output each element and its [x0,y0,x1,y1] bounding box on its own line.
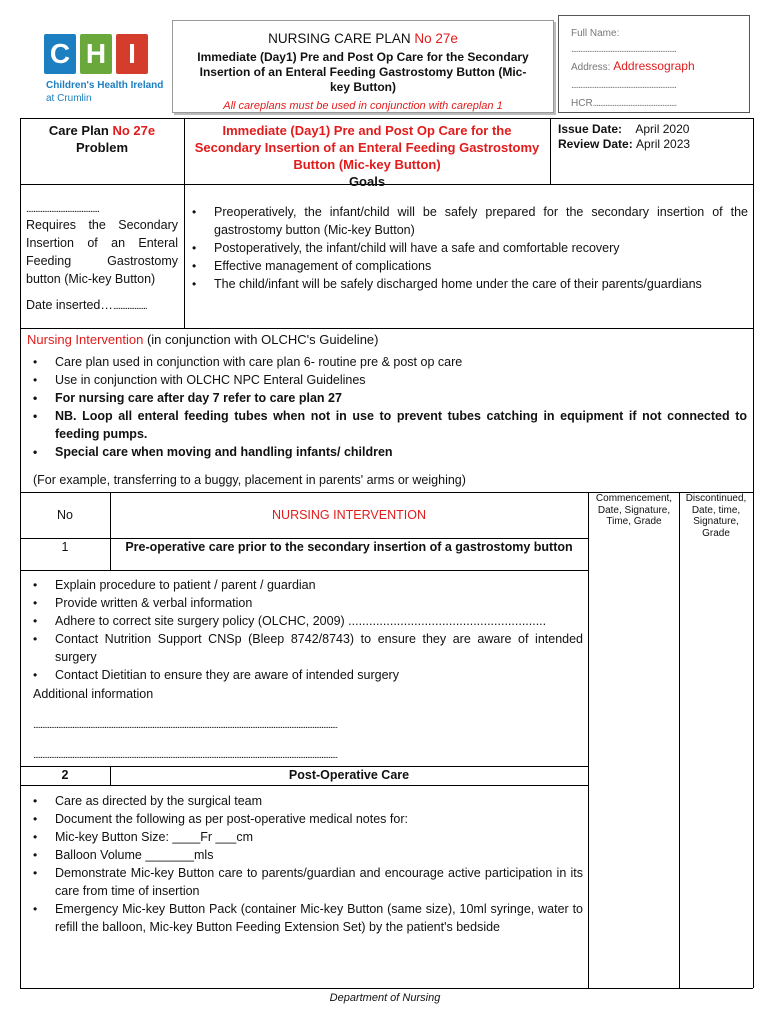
section-2-item: • Document the following as per post-operative medical notes for: [27,810,583,828]
col-intervention-header: NURSING INTERVENTION [272,508,426,522]
col-commencement-header: Commencement, Date, Signature, Time, Grade [595,493,673,527]
section-2-item: • Balloon Volume _______mls [27,846,583,864]
section-1-item: • Contact Nutrition Support CNSp (Bleep 8742/8743) to ensure they are aware of intended surgery [27,630,583,666]
section-2-title: Post-Operative Care [288,768,410,782]
logo-block-h: H [80,34,112,74]
patient-details-box [558,15,750,113]
hcr-field[interactable]: HCR............................................... [571,98,677,109]
header-title-box [172,20,554,113]
section-2-item: • Care as directed by the surgical team [27,792,583,810]
example-note: (For example, transferring to a buggy, placement in parents' arms or weighing) [33,473,466,487]
full-name-label: Full Name: [571,28,620,39]
goal-item: • The child/infant will be safely discharged home under the care of their parents/guardians [186,275,748,293]
intro-item-bold: • Special care when moving and handling infants/ children [27,443,747,461]
additional-information-line[interactable]: ........................................................................................................................................................................... [33,750,338,761]
intro-item-bold: • NB. Loop all enteral feeding tubes when not in use to prevent tubes catching in equipment if not connected to feeding pumps. [27,407,747,443]
goals-list [186,203,748,293]
address-field: Address: Addressograph [571,59,695,73]
intervention-intro-list [27,353,747,461]
address-dots[interactable]: ........................................................... [571,80,676,91]
additional-information-line[interactable]: ........................................................................................................................................................................... [33,720,338,731]
care-plan-subtitle: Immediate (Day1) Pre and Post Op Care for the Secondary Insertion of an Enteral Feeding Gastrostomy Button (Mic-key Button) [197,50,529,94]
careplan-note: All careplans must be used in conjunction with careplan 1 [223,100,503,112]
problem-text: Requires the Secondary Insertion of an Enteral Feeding Gastrostomy button (Mic-key Button) [26,218,178,286]
issue-review-dates: Issue Date: April 2020 Review Date: April 2023 [558,122,691,151]
addressograph-label: Addressograph [613,59,695,73]
section-1-item: • Provide written & verbal information [27,594,583,612]
section-1-item: • Contact Dietitian to ensure they are aware of intended surgery [27,666,583,684]
care-plan-heading-title: Immediate (Day1) Pre and Post Op Care for the Secondary Insertion of an Enteral Feeding Gastrostomy Button (Mic-key Button) [194,123,540,172]
goal-item: • Postoperatively, the infant/child will have a safe and comfortable recovery [186,239,748,257]
care-plan-title: NURSING CARE PLAN No 27e [268,31,458,46]
section-2-number: 2 [61,768,69,782]
logo-block-i: I [116,34,148,74]
section-1-list [27,576,583,684]
footer-department: Department of Nursing [329,992,441,1004]
intro-item-bold: • For nursing care after day 7 refer to care plan 27 [27,389,747,407]
section-2-list [27,792,583,936]
date-inserted-field[interactable]: Date inserted…................... [26,298,147,312]
intro-item: • Care plan used in conjunction with care plan 6- routine pre & post op care [27,353,747,371]
logo-block-c: C [44,34,76,74]
goal-item: • Preoperatively, the infant/child will be safely prepared for the secondary insertion of the gastrostomy button (Mic-key Button) [186,203,748,239]
logo-org-location: at Crumlin [46,93,92,104]
goals-label: Goals [348,174,386,189]
care-plan-goals-header [190,122,544,190]
nursing-intervention-heading: Nursing Intervention (in conjunction with OLCHC's Guideline) [27,332,379,347]
intro-item: • Use in conjunction with OLCHC NPC Enteral Guidelines [27,371,747,389]
care-plan-problem-header: Care Plan No 27e Problem [48,123,156,155]
section-2-item: • Emergency Mic-key Button Pack (container Mic-key Button (same size), 10ml syringe, water to refill the balloon, Mic-key Button Feeding Extension Set) by the patient's bedside [27,900,583,936]
section-1-item: • Adhere to correct site surgery policy (OLCHC, 2009) ......................................................... [27,612,583,630]
section-2-item: • Demonstrate Mic-key Button care to parents/guardian and encourage active participation in its care from time of insertion [27,864,583,900]
section-1-number: 1 [61,540,69,554]
problem-cell: ......................................... Requires the Secondary Insertion of an Enteral Feeding Gastrostomy button (Mic-key Button) Date inserted…................... [26,204,178,316]
section-1-item: • Explain procedure to patient / parent / guardian [27,576,583,594]
logo-org-name: Children's Health Ireland [46,80,164,91]
chi-logo [44,30,164,108]
col-discontinued-header: Discontinued, Date, time, Signature, Grade [685,493,747,539]
section-1-title: Pre-operative care prior to the secondary insertion of a gastrostomy button [125,540,573,554]
section-2-item: • Mic-key Button Size: ____Fr ___cm [27,828,583,846]
goal-item: • Effective management of complications [186,257,748,275]
full-name-field[interactable]: ........................................................... [571,44,676,55]
additional-information-label: Additional information [33,687,154,701]
col-no-header: No [57,508,73,522]
